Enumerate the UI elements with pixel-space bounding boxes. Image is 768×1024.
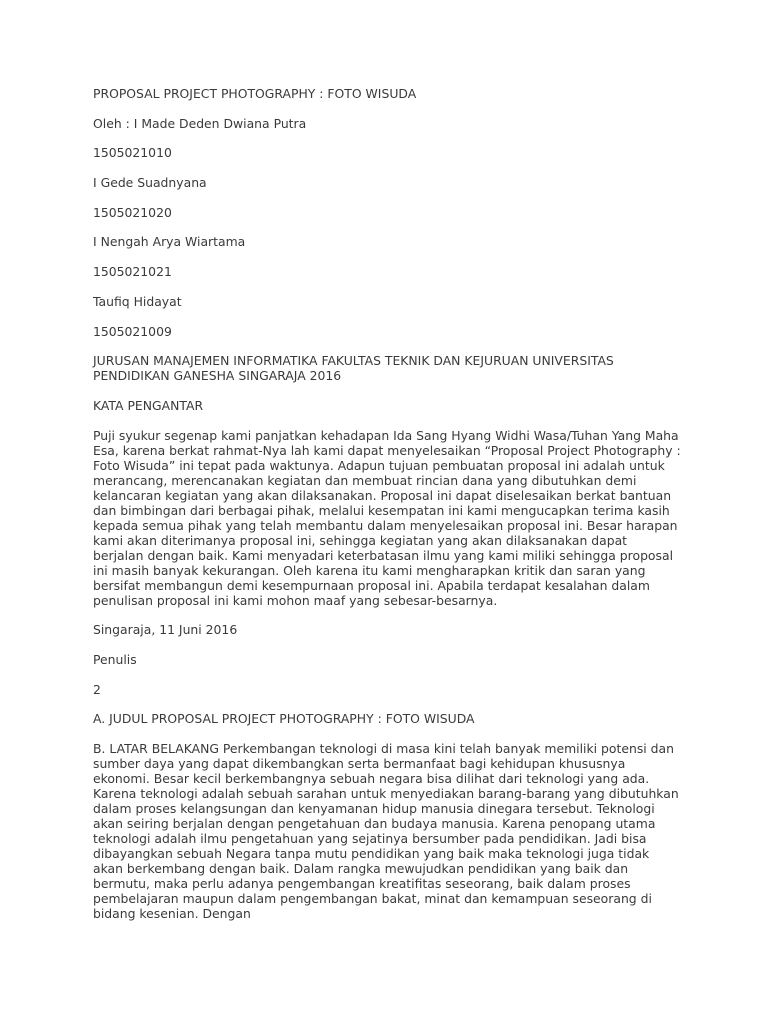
place-date: Singaraja, 11 Juni 2016 <box>93 622 238 638</box>
page-number: 2 <box>93 681 101 697</box>
member-id: 1505021021 <box>93 264 172 280</box>
member-name: I Gede Suadnyana <box>93 175 207 191</box>
section-a-heading: A. JUDUL PROPOSAL PROJECT PHOTOGRAPHY : FOTO WISUDA <box>93 711 475 727</box>
document-page <box>93 86 681 936</box>
member-name: I Nengah Arya Wiartama <box>93 234 246 250</box>
foreword-body: Puji syukur segenap kami panjatkan kehadapan Ida Sang Hyang Widhi Wasa/Tuhan Yang Maha Esa, karena berkat rahmat-Nya lah kami dapat menyelesaikan “Proposal Project Photography : Foto Wisuda” ini tepat pada waktunya. Adapun tujuan pembuatan proposal ini adalah untuk merancang, merencanakan kegiatan dan membuat rincian dana yang dibutuhkan demi kelancaran kegiatan yang akan dilaksanakan. Proposal ini dapat diselesaikan berkat bantuan dan bimbingan dari berbagai pihak, melalui kesempatan ini kami mengucapkan terima kasih kepada semua pihak yang telah membantu dalam menyelesaikan proposal ini. Besar harapan kami akan diterimanya proposal ini, sehingga kegiatan yang akan dilaksanakan dapat berjalan dengan baik. Kami menyadari keterbatasan ilmu yang kami miliki sehingga proposal ini masih banyak kekurangan. Oleh karena itu kami mengharapkan kritik dan saran yang bersifat membangun demi kesempurnaan proposal ini. Apabila terdapat kesalahan dalam penulisan proposal ini kami mohon maaf yang sebesar-besarnya. <box>93 427 681 608</box>
institution: JURUSAN MANAJEMEN INFORMATIKA FAKULTAS TEKNIK DAN KEJURUAN UNIVERSITAS PENDIDIKAN GANESHA SINGARAJA 2016 <box>93 353 614 384</box>
document-title: PROPOSAL PROJECT PHOTOGRAPHY : FOTO WISUDA <box>93 86 417 101</box>
foreword-heading: KATA PENGANTAR <box>93 397 204 413</box>
member-name: Taufiq Hidayat <box>93 293 182 309</box>
author-line: Oleh : I Made Deden Dwiana Putra <box>93 115 307 131</box>
signature-label: Penulis <box>93 651 137 667</box>
member-id: 1505021010 <box>93 145 172 161</box>
member-id: 1505021009 <box>93 323 172 339</box>
member-id: 1505021020 <box>93 204 172 220</box>
section-b-body: B. LATAR BELAKANG Perkembangan teknologi di masa kini telah banyak memiliki potensi dan sumber daya yang dapat dikembangkan serta bermanfaat bagi kehidupan khususnya ekonomi. Besar kecil berkembangnya sebuah negara bisa dilihat dari teknologi yang ada. Karena teknologi adalah sebuah sarahan untuk menyediakan barang-barang yang dibutuhkan dalam proses kelangsungan dan kenyamanan hidup manusia dinegara tersebut. Teknologi akan seiring berjalan dengan pengetahuan dan budaya manusia. Karena penopang utama teknologi adalah ilmu pengetahuan yang sejatinya bersumber pada pendidikan. Jadi bisa dibayangkan sebuah Negara tanpa mutu pendidikan yang baik maka teknologi juga tidak akan berkembang dengan baik. Dalam rangka mewujudkan pendidikan yang baik dan bermutu, maka perlu adanya pengembangan kreatifitas seseorang, baik dalam proses pembelajaran maupun dalam pengembangan bakat, minat dan kemampuan seseorang di bidang kesenian. Dengan <box>93 741 679 921</box>
